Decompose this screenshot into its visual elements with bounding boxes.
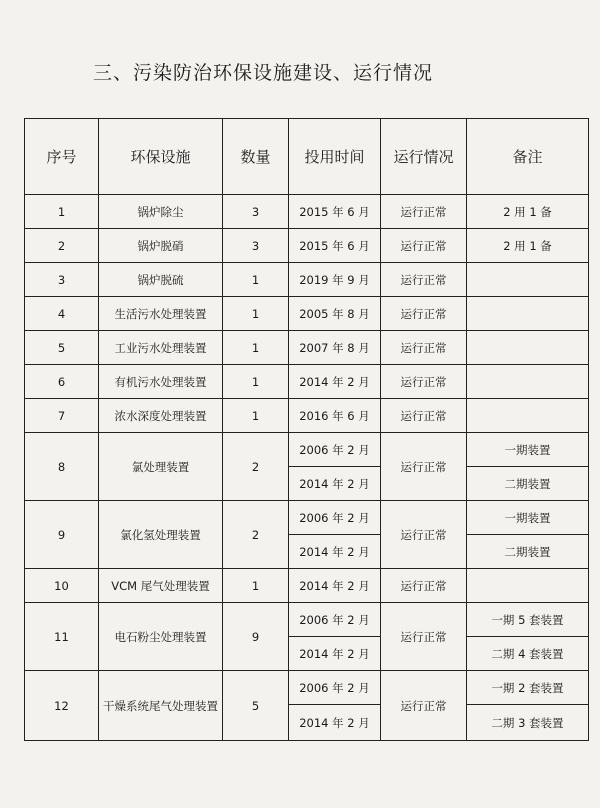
commission-date: 2014 年 2 月 xyxy=(289,637,381,671)
quantity: 2 xyxy=(223,433,289,501)
facility-name: VCM 尾气处理装置 xyxy=(99,569,223,603)
status: 运行正常 xyxy=(381,263,467,297)
row-number: 11 xyxy=(25,603,99,671)
quantity: 1 xyxy=(223,569,289,603)
facility-name: 浓水深度处理装置 xyxy=(99,399,223,433)
table-body xyxy=(25,195,589,741)
facility-name: 氯化氢处理装置 xyxy=(99,501,223,569)
table-row xyxy=(25,263,589,297)
quantity: 9 xyxy=(223,603,289,671)
remark: 二期 4 套装置 xyxy=(467,637,589,671)
commission-date: 2014 年 2 月 xyxy=(289,467,381,501)
quantity: 1 xyxy=(223,297,289,331)
remark xyxy=(467,399,589,433)
status: 运行正常 xyxy=(381,365,467,399)
remark: 一期 5 套装置 xyxy=(467,603,589,637)
quantity: 1 xyxy=(223,365,289,399)
facilities-table xyxy=(24,118,589,741)
remark: 一期 2 套装置 xyxy=(467,671,589,705)
remark: 二期装置 xyxy=(467,535,589,569)
quantity: 1 xyxy=(223,399,289,433)
row-number: 1 xyxy=(25,195,99,229)
commission-date: 2015 年 6 月 xyxy=(289,195,381,229)
facility-name: 氯处理装置 xyxy=(99,433,223,501)
quantity: 2 xyxy=(223,501,289,569)
table-row xyxy=(25,331,589,365)
commission-date: 2014 年 2 月 xyxy=(289,535,381,569)
commission-date: 2014 年 2 月 xyxy=(289,705,381,741)
quantity: 3 xyxy=(223,229,289,263)
quantity: 3 xyxy=(223,195,289,229)
header-cell: 数量 xyxy=(223,119,289,195)
remark xyxy=(467,263,589,297)
commission-date: 2006 年 2 月 xyxy=(289,501,381,535)
quantity: 1 xyxy=(223,331,289,365)
status: 运行正常 xyxy=(381,331,467,365)
remark xyxy=(467,365,589,399)
table-row xyxy=(25,229,589,263)
remark xyxy=(467,297,589,331)
row-number: 4 xyxy=(25,297,99,331)
status: 运行正常 xyxy=(381,195,467,229)
commission-date: 2014 年 2 月 xyxy=(289,365,381,399)
header-cell: 序号 xyxy=(25,119,99,195)
row-number: 9 xyxy=(25,501,99,569)
header-cell: 备注 xyxy=(467,119,589,195)
commission-date: 2006 年 2 月 xyxy=(289,671,381,705)
table-row xyxy=(25,195,589,229)
facility-name: 干燥系统尾气处理装置 xyxy=(99,671,223,741)
table-row xyxy=(25,671,589,705)
header-row xyxy=(25,119,589,195)
facility-name: 工业污水处理装置 xyxy=(99,331,223,365)
remark: 一期装置 xyxy=(467,501,589,535)
status: 运行正常 xyxy=(381,297,467,331)
commission-date: 2014 年 2 月 xyxy=(289,569,381,603)
row-number: 5 xyxy=(25,331,99,365)
row-number: 3 xyxy=(25,263,99,297)
facility-name: 锅炉脱硝 xyxy=(99,229,223,263)
header-cell: 投用时间 xyxy=(289,119,381,195)
facility-name: 有机污水处理装置 xyxy=(99,365,223,399)
remark: 2 用 1 备 xyxy=(467,229,589,263)
status: 运行正常 xyxy=(381,433,467,501)
table-row xyxy=(25,569,589,603)
facility-name: 锅炉除尘 xyxy=(99,195,223,229)
quantity: 1 xyxy=(223,263,289,297)
remark: 2 用 1 备 xyxy=(467,195,589,229)
quantity: 5 xyxy=(223,671,289,741)
commission-date: 2015 年 6 月 xyxy=(289,229,381,263)
commission-date: 2016 年 6 月 xyxy=(289,399,381,433)
facility-name: 电石粉尘处理装置 xyxy=(99,603,223,671)
commission-date: 2005 年 8 月 xyxy=(289,297,381,331)
facility-name: 锅炉脱硫 xyxy=(99,263,223,297)
table-row xyxy=(25,433,589,467)
table-row xyxy=(25,603,589,637)
remark: 二期装置 xyxy=(467,467,589,501)
status: 运行正常 xyxy=(381,603,467,671)
facility-name: 生活污水处理装置 xyxy=(99,297,223,331)
remark: 二期 3 套装置 xyxy=(467,705,589,741)
status: 运行正常 xyxy=(381,671,467,741)
table-row xyxy=(25,297,589,331)
row-number: 6 xyxy=(25,365,99,399)
page-title: 三、污染防治环保设施建设、运行情况 xyxy=(93,62,434,84)
commission-date: 2006 年 2 月 xyxy=(289,433,381,467)
commission-date: 2006 年 2 月 xyxy=(289,603,381,637)
row-number: 2 xyxy=(25,229,99,263)
header-cell: 运行情况 xyxy=(381,119,467,195)
status: 运行正常 xyxy=(381,229,467,263)
row-number: 8 xyxy=(25,433,99,501)
status: 运行正常 xyxy=(381,569,467,603)
table-row xyxy=(25,365,589,399)
remark xyxy=(467,331,589,365)
table-row xyxy=(25,399,589,433)
row-number: 12 xyxy=(25,671,99,741)
remark: 一期装置 xyxy=(467,433,589,467)
row-number: 10 xyxy=(25,569,99,603)
status: 运行正常 xyxy=(381,399,467,433)
commission-date: 2007 年 8 月 xyxy=(289,331,381,365)
header-cell: 环保设施 xyxy=(99,119,223,195)
remark xyxy=(467,569,589,603)
row-number: 7 xyxy=(25,399,99,433)
commission-date: 2019 年 9 月 xyxy=(289,263,381,297)
table-row xyxy=(25,501,589,535)
status: 运行正常 xyxy=(381,501,467,569)
